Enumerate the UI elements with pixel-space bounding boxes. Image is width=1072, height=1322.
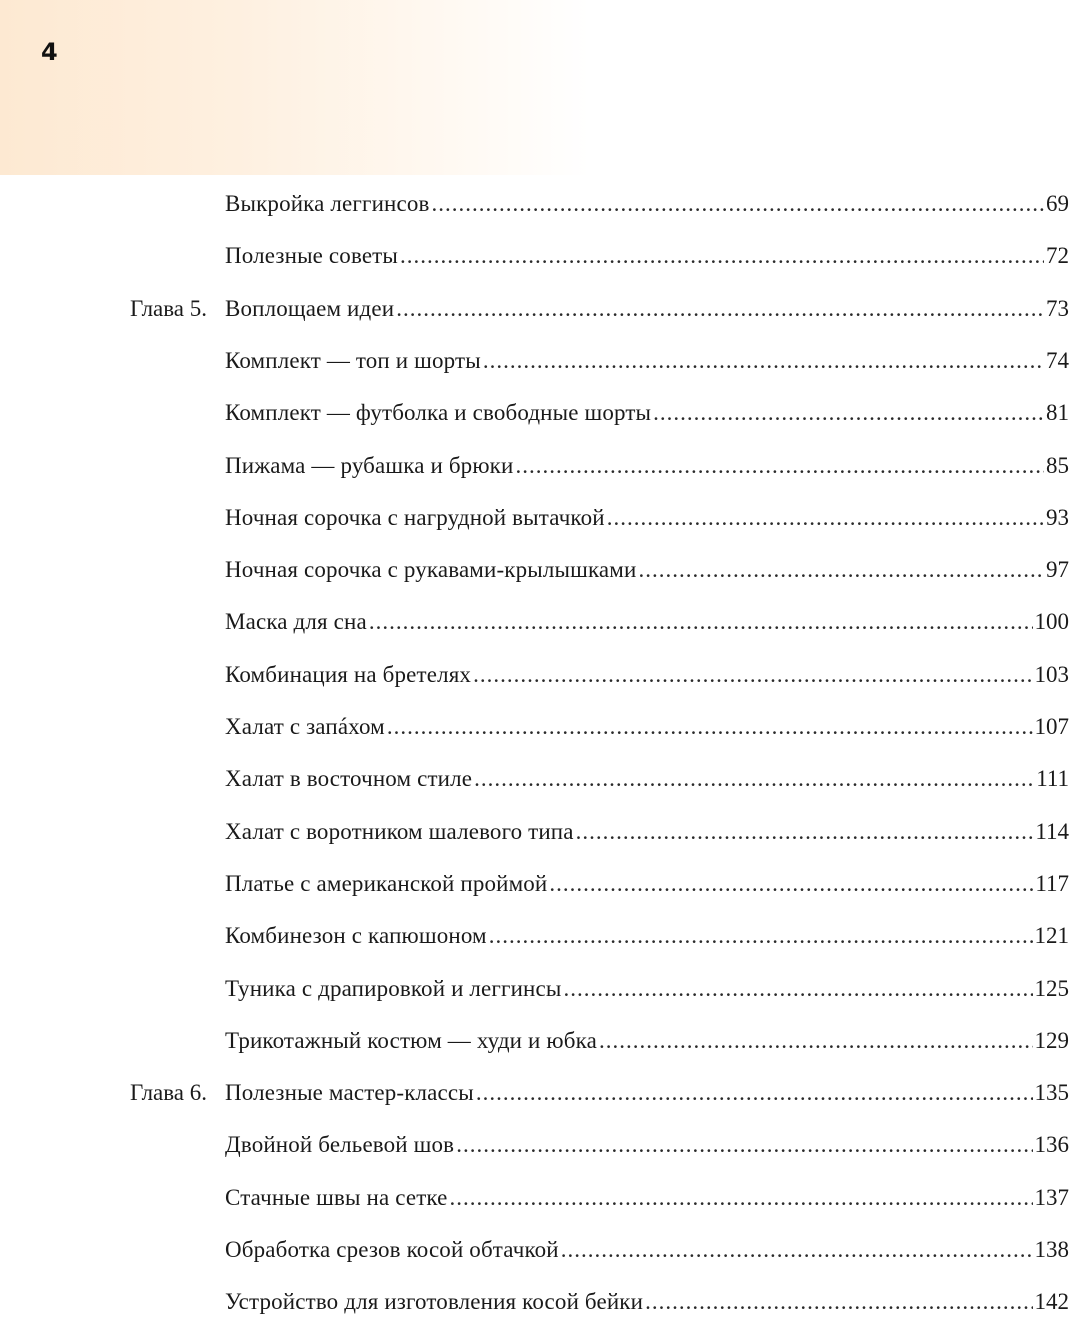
toc-entry-page-number: 114 (1035, 819, 1069, 844)
toc-entry-page-number: 137 (1034, 1185, 1069, 1210)
toc-entry-title: Комплект — топ и шорты (225, 348, 481, 373)
toc-entry-title: Двойной бельевой шов (225, 1132, 455, 1157)
dot-leader (515, 446, 1044, 486)
toc-entry-line (225, 602, 1069, 642)
toc-entry-title: Полезные советы (225, 243, 398, 268)
toc-entry-page-number: 125 (1034, 976, 1069, 1001)
dot-leader (638, 550, 1044, 590)
toc-entry-line (225, 184, 1069, 224)
dot-leader (432, 184, 1044, 224)
toc-entry-line (225, 1073, 1069, 1113)
toc-entry-title: Выкройка леггинсов (225, 191, 430, 216)
toc-entry-title: Ночная сорочка с рукавами-крылышками (225, 557, 637, 582)
dot-leader (474, 759, 1034, 799)
toc-entry (0, 1230, 1072, 1270)
page-number: 4 (41, 38, 58, 66)
dot-leader (599, 1021, 1033, 1061)
dot-leader (483, 341, 1044, 381)
toc-entry-line (225, 1021, 1069, 1061)
toc-entry-page-number: 107 (1034, 714, 1069, 739)
dot-leader (473, 655, 1032, 695)
toc-entry-page-number: 135 (1034, 1080, 1069, 1105)
toc-entry (0, 969, 1072, 1009)
toc-entry-title: Халат в восточном стиле (225, 766, 473, 791)
toc-entry-page-number: 142 (1034, 1289, 1069, 1314)
toc-entry-title: Халат с запáхом (225, 714, 385, 739)
toc-entry-line (225, 655, 1069, 695)
toc-entry-line (225, 498, 1069, 538)
dot-leader (476, 1073, 1033, 1113)
toc-entry-line (225, 916, 1069, 956)
chapter-label: Глава 5. (130, 296, 208, 321)
toc-entry-line (225, 969, 1069, 1009)
toc-entry (0, 550, 1072, 590)
dot-leader (387, 707, 1033, 747)
header-band (0, 0, 1072, 175)
toc-entry-title: Устройство для изготовления косой бейки (225, 1289, 644, 1314)
toc-entry-title: Воплощаем идеи (225, 296, 395, 321)
toc-entry-page-number: 138 (1034, 1237, 1069, 1262)
toc-entry-page-number: 136 (1034, 1132, 1069, 1157)
toc-entry-page-number: 74 (1046, 348, 1069, 373)
toc-entry-line (225, 1282, 1069, 1322)
toc-entry-line (225, 393, 1069, 433)
toc-entry-title: Трикотажный костюм — худи и юбка (225, 1028, 597, 1053)
toc-entry-line (225, 759, 1069, 799)
toc-entry-title: Халат с воротником шалевого типа (225, 819, 574, 844)
toc-entry-line (225, 446, 1069, 486)
toc-entry (0, 707, 1072, 747)
toc-entry (0, 1125, 1072, 1165)
dot-leader (396, 289, 1044, 329)
toc-entry (0, 864, 1072, 904)
toc-entry-page-number: 103 (1034, 662, 1069, 687)
dot-leader (645, 1282, 1032, 1322)
toc-entry-title: Комбинезон с капюшоном (225, 923, 487, 948)
chapter-label: Глава 6. (130, 1080, 208, 1105)
toc-entry-line (225, 864, 1069, 904)
toc-entry (0, 341, 1072, 381)
toc-entry-title: Комбинация на бретелях (225, 662, 472, 687)
toc-entry-line (225, 236, 1069, 276)
toc-entry (0, 236, 1072, 276)
toc-entry-line (225, 341, 1069, 381)
toc-entry-page-number: 129 (1034, 1028, 1069, 1053)
toc-entry-line (225, 289, 1069, 329)
dot-leader (450, 1178, 1033, 1218)
dot-leader (576, 812, 1034, 852)
toc-entry-line (225, 1125, 1069, 1165)
toc-entry-page-number: 117 (1035, 871, 1069, 896)
toc-entry-title: Туника с драпировкой и леггинсы (225, 976, 562, 1001)
toc-entry-title: Платье с американской проймой (225, 871, 548, 896)
dot-leader (653, 393, 1044, 433)
toc-entry-line (225, 812, 1069, 852)
toc-entry (0, 812, 1072, 852)
toc-entry-page-number: 69 (1046, 191, 1069, 216)
toc-entry-title: Стачные швы на сетке (225, 1185, 448, 1210)
dot-leader (400, 236, 1044, 276)
toc-entry (0, 602, 1072, 642)
toc-entry-title: Полезные мастер-классы (225, 1080, 474, 1105)
dot-leader (563, 969, 1032, 1009)
toc-entry-page-number: 85 (1046, 453, 1069, 478)
toc-entry-page-number: 97 (1046, 557, 1069, 582)
toc-entry (0, 393, 1072, 433)
dot-leader (369, 602, 1033, 642)
toc-entry-title: Маска для сна (225, 609, 367, 634)
toc-entry-line (225, 1230, 1069, 1270)
toc-entry-title: Обработка срезов косой обтачкой (225, 1237, 559, 1262)
toc-entry (0, 1073, 1072, 1113)
dot-leader (489, 916, 1033, 956)
toc-entry (0, 1178, 1072, 1218)
toc-entry (0, 1282, 1072, 1322)
dot-leader (607, 498, 1044, 538)
dot-leader (549, 864, 1033, 904)
toc-entry (0, 1021, 1072, 1061)
toc-entry-page-number: 93 (1046, 505, 1069, 530)
toc-entry-title: Пижама — рубашка и брюки (225, 453, 514, 478)
dot-leader (561, 1230, 1033, 1270)
toc-entry-page-number: 81 (1046, 400, 1069, 425)
toc-entry (0, 498, 1072, 538)
dot-leader (456, 1125, 1032, 1165)
toc-entry (0, 446, 1072, 486)
toc-entry-page-number: 121 (1034, 923, 1069, 948)
toc-entry (0, 916, 1072, 956)
toc-entry-page-number: 73 (1046, 296, 1069, 321)
toc-entry-title: Ночная сорочка с нагрудной вытачкой (225, 505, 605, 530)
toc-entry (0, 655, 1072, 695)
toc-entry (0, 289, 1072, 329)
toc-entry-line (225, 707, 1069, 747)
toc-entry-title: Комплект — футболка и свободные шорты (225, 400, 652, 425)
toc-entry (0, 759, 1072, 799)
toc-entry-line (225, 1178, 1069, 1218)
toc-entry-page-number: 111 (1036, 766, 1069, 791)
toc-entry-line (225, 550, 1069, 590)
toc-entry-page-number: 100 (1034, 609, 1069, 634)
toc-entry (0, 184, 1072, 224)
toc-entry-page-number: 72 (1046, 243, 1069, 268)
